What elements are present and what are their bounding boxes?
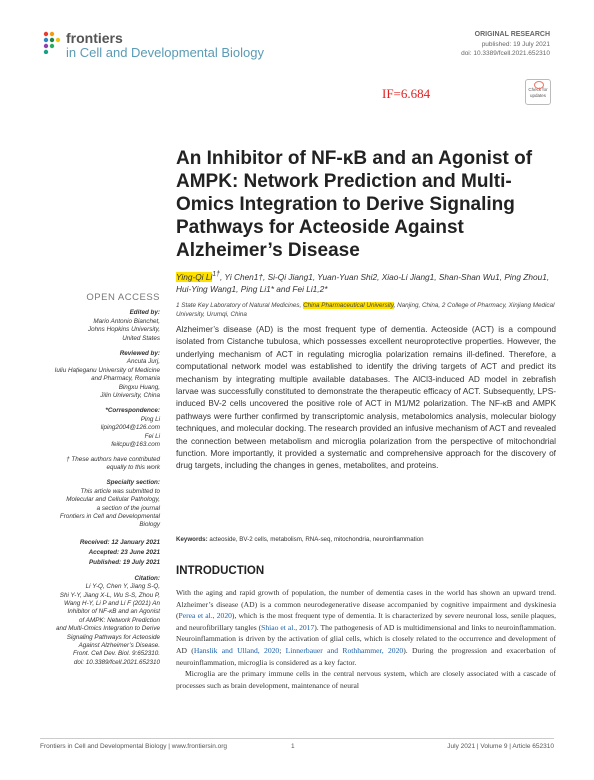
affiliation-post: , Nanjing, China, 2 College of Pharmacy, Xinjiang Medical University, Urumqi, China <box>176 302 555 318</box>
citation-line: Shi Y-Y, Jiang X-L, Wu S-S, Zhou P, <box>59 591 160 599</box>
citation-line[interactable]: doi: 10.3389/fcell.2021.652310 <box>73 658 160 666</box>
impact-factor: IF=6.684 <box>382 86 431 101</box>
intro-paragraph: Microglia are the primary immune cells in the central nervous system, which are closely associated with a cascade of processes such as brain development, maintenance of neural <box>176 669 556 690</box>
keywords <box>176 536 556 543</box>
citation-line: Wang H-Y, Li P and Li F (2021) An <box>63 599 160 607</box>
footer-issue: July 2021 | Volume 9 | Article 652310 <box>447 743 554 750</box>
citation-line: of AMPK: Network Prediction <box>79 616 160 624</box>
citation-line: Front. Cell Dev. Biol. 9:652310. <box>72 650 160 658</box>
other-authors: , Yi Chen1†, Si-Qi Jiang1, Yuan-Yuan Shi2, Xiao-Li Jiang1, Shan-Shan Wu1, Ping Zhou1, Hui-Ying Wang1, Ping Li1* and Fei Li1,2* <box>176 271 550 295</box>
specialty-heading: Specialty section: <box>106 479 160 487</box>
editor-line: United States <box>122 334 160 342</box>
specialty-line: Molecular and Cellular Pathology, <box>66 496 160 504</box>
citation-line: and Multi-Omics Integration to Derive <box>56 625 160 633</box>
intro-text: With the aging and rapid growth of population, the number of dementia cases in the world has shown an upward trend. Alzheimer’s disease (AD) is a common neurodegenerative disease accompanied by cognitive impairment and dyskinesia ( <box>176 588 556 621</box>
affiliations <box>176 301 556 319</box>
article-sidebar <box>40 294 160 667</box>
citation-line: Inhibitor of NF-κB and an Agonist <box>67 608 160 616</box>
reference-link[interactable]: Hanslik and Ulland, 2020 <box>193 645 280 655</box>
reviewer-line: Iuliu Hațieganu University of Medicine <box>54 366 160 374</box>
first-author[interactable]: Ying-Qi Li <box>176 271 213 282</box>
specialty-line: a section of the journal <box>96 504 160 512</box>
intro-text: ), which is the most frequent type of dementia. It is characterized by severe neuronal loss, senile plaques, and neurofibrillary tangles ( <box>176 611 556 632</box>
reviewed-by-heading: Reviewed by: <box>119 350 160 358</box>
keywords-list: acteoside, BV-2 cells, metabolism, RNA-seq, mitochondria, neuroinflammation <box>209 536 424 543</box>
note-line: equally to this work <box>106 463 160 471</box>
published-date: published: 19 July 2021 <box>481 41 550 48</box>
equal-contribution-note <box>40 456 160 473</box>
reviewer-line: Ancuta Jurj, <box>126 358 160 366</box>
intro-text: ; <box>279 645 286 655</box>
reviewer-line: Bingxu Huang, <box>118 383 160 391</box>
frontiers-logo-icon <box>40 30 64 54</box>
affiliation-pre: 1 State Key Laboratory of Natural Medicines, <box>176 302 304 309</box>
editor-line: Mario Antonio Bianchet, <box>93 317 160 325</box>
intro-text: ). The pathogenesis of AD is multidimensional and links to neuroinflammation. Neuroinflammation is driven by the activation of glial cells, which is closely related to the occurrence and development of AD ( <box>176 622 557 655</box>
check-updates-icon <box>534 81 544 89</box>
citation-heading: Citation: <box>134 574 160 582</box>
journal-name: in Cell and Developmental Biology <box>66 45 265 60</box>
citation <box>40 583 160 667</box>
keywords-label: Keywords: <box>176 536 208 543</box>
reference-link[interactable]: Linnerbauer and Rothhammer, 2020 <box>285 645 404 655</box>
brand-name: frontiers <box>66 30 123 46</box>
doi-link[interactable]: doi: 10.3389/fcell.2021.652310 <box>461 50 550 57</box>
affiliation-highlight: China Pharmaceutical University <box>303 302 394 309</box>
footer-journal[interactable]: Frontiers in Cell and Developmental Biology | www.frontiersin.org <box>40 743 228 750</box>
corresponding-email[interactable]: feilcpu@163.com <box>111 441 160 449</box>
article-title: An Inhibitor of NF-κB and an Agonist of AMPK: Network Prediction and Multi-Omics Integration to Derive Signaling Pathways for Acteoside Against Alzheimer’s Disease <box>176 148 533 261</box>
received-date: Received: 12 January 2021 <box>79 538 160 546</box>
specialty-line: This article was submitted to <box>80 487 160 495</box>
specialty-section <box>40 488 160 530</box>
check-updates-label: Check for updates <box>528 87 548 98</box>
reviewer-line: Jilin University, China <box>100 392 160 400</box>
reviewer <box>40 358 160 400</box>
check-updates-badge[interactable] <box>525 79 551 105</box>
citation-line: Signaling Pathways for Acteoside <box>66 633 160 641</box>
reviewer-line: and Pharmacy, Romania <box>91 375 160 383</box>
citation-line: Li Y-Q, Chen Y, Jiang S-Q, <box>85 583 160 591</box>
specialty-line: Biology <box>139 521 160 529</box>
abstract: Alzheimer’s disease (AD) is the most frequent type of dementia. Acteoside (ACT) is a compound isolated from Cistanche tubulosa, which possesses excellent neuroprotective properties. However, the underlying mechanism of ACT in regulating microglia polarization remains ill-defined. Therefore, a computational network model was established to identify the driving targets of ACT and predict its mechanism by integrating multiple available databases. The AlCl3-induced AD model in zebrafish larvae was successfully constituted to demonstrate the therapeutic efficacy of ACT. Subsequently, LPS-induced BV-2 cells uncovered the positive role of ACT in M1/M2 polarization. The NF-κB and AMPK pathways were further confirmed by transcriptomic analysis, metabolomics analysis, molecular biology techniques, and molecular docking. The research provided an infusive mechanism of ACT and revealed the connection between metabolism and microglia polarization from the perspective of mitochondrial function. More importantly, it provided a systematic and comprehensive approach for the discovery of drug targets, including the changes in genes, metabolites, and proteins. <box>176 324 556 471</box>
note-line: † These authors have contributed <box>66 455 160 463</box>
editor <box>40 318 160 343</box>
introduction-heading: INTRODUCTION <box>176 565 265 577</box>
footer-divider <box>40 738 554 739</box>
editor-line: Johns Hopkins University, <box>88 326 160 334</box>
correspondence-heading: *Correspondence: <box>105 407 160 415</box>
introduction-body <box>176 587 556 691</box>
edited-by-heading: Edited by: <box>129 309 160 317</box>
citation-line: Against Alzheimer’s Disease. <box>78 642 160 649</box>
article-type: ORIGINAL RESEARCH <box>474 31 550 38</box>
published-date-sidebar: Published: 19 July 2021 <box>88 558 160 566</box>
author-list <box>176 269 556 296</box>
reference-link[interactable]: Shiao et al., 2017 <box>261 622 315 632</box>
specialty-line: Frontiers in Cell and Developmental <box>59 512 160 520</box>
open-access-label: OPEN ACCESS <box>86 292 160 303</box>
intro-paragraph <box>176 587 556 668</box>
first-author-mark: 1† <box>212 271 220 278</box>
intro-text: ). During the progression and exacerbation of neuroinflammation, microglia is considered as a key factor. <box>176 645 556 667</box>
corresponding-email[interactable]: liping2004@126.com <box>100 424 160 432</box>
corresponding-author: Fei Li <box>144 432 160 440</box>
article-dates <box>40 538 160 568</box>
corresponding-author: Ping Li <box>140 415 160 423</box>
page-number: 1 <box>291 743 295 750</box>
reference-link[interactable]: Perea et al., 2020 <box>178 611 232 621</box>
accepted-date: Accepted: 23 June 2021 <box>88 548 160 556</box>
